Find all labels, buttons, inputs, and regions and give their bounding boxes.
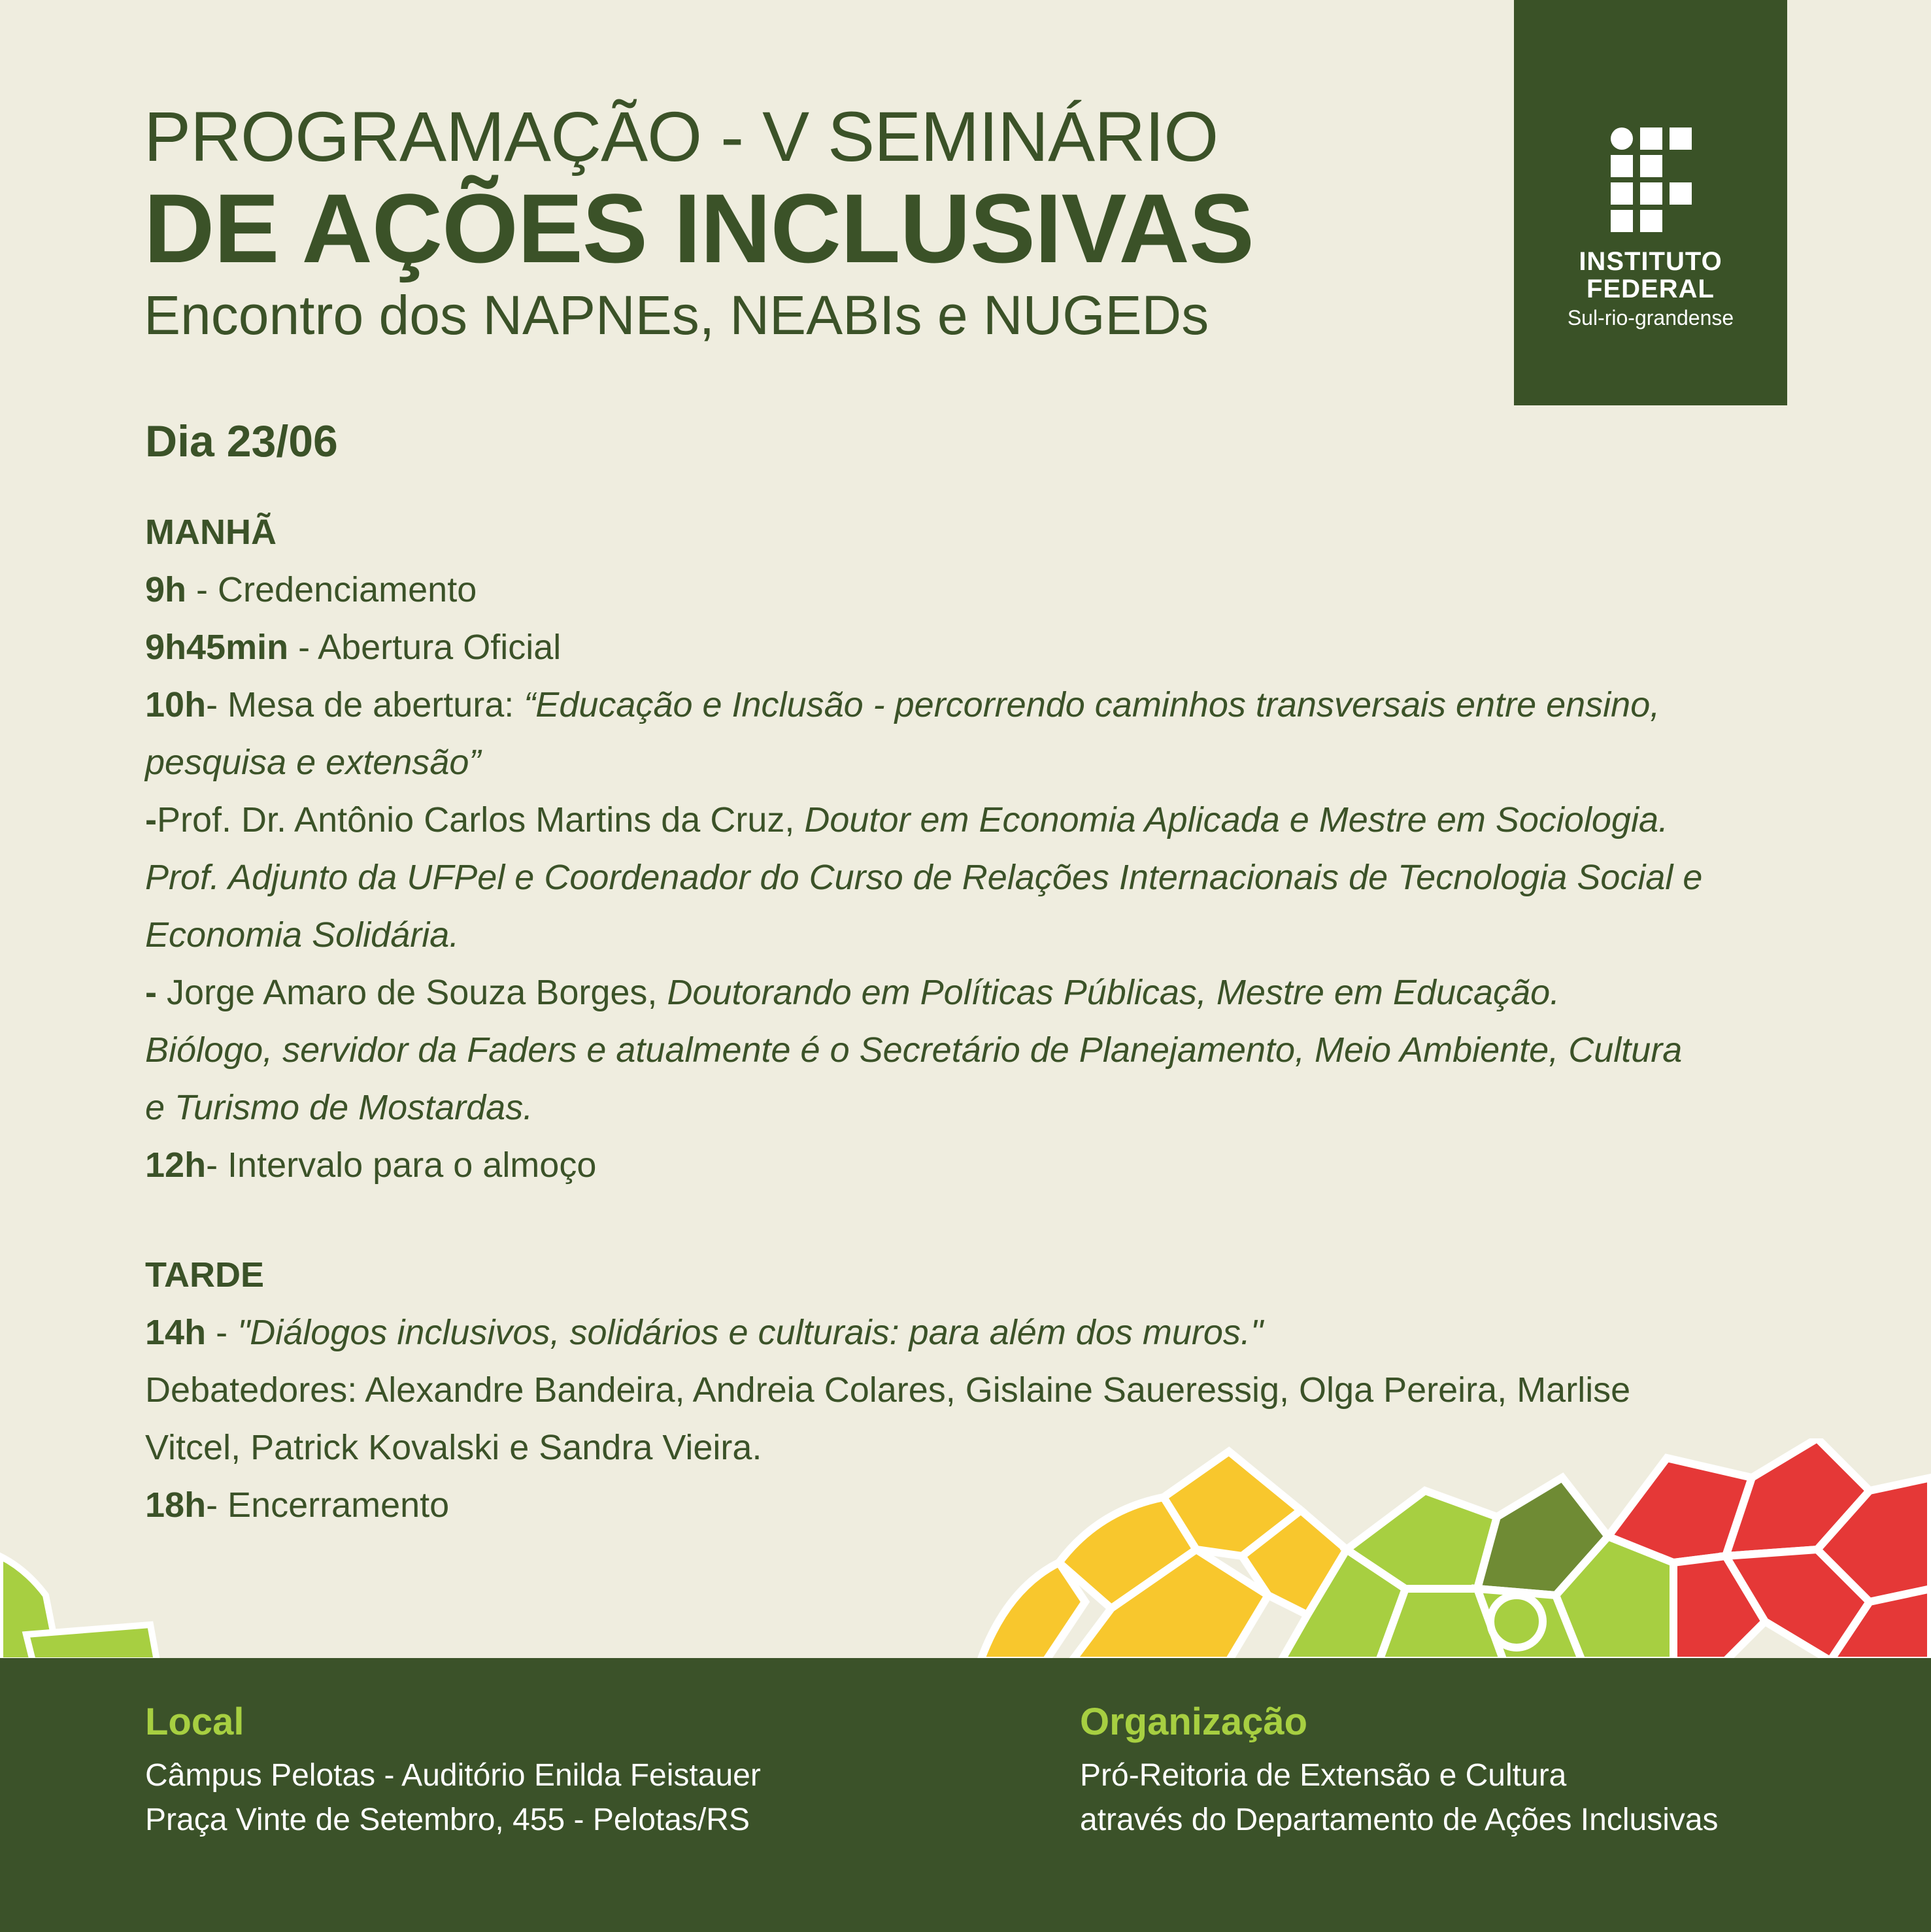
program-content [145,412,1805,1534]
schedule-text: - [206,1313,238,1352]
organization-heading: Organização [1080,1701,1308,1743]
title-subtitle: Encontro dos NAPNEs, NEABIs e NUGEDs [144,284,1209,346]
schedule-time: 18h [145,1485,207,1525]
speaker-bio-line [145,906,1805,964]
schedule-time: 14h [145,1313,207,1352]
schedule-time: 10h [145,685,207,724]
schedule-text: - Credenciamento [186,570,477,609]
section-spacer [145,1194,1805,1246]
footer-location [145,1697,761,1842]
location-address: Praça Vinte de Setembro, 455 - Pelotas/RS [145,1803,750,1837]
schedule-item [145,1136,1805,1194]
organization-line-2: através do Departamento de Ações Inclusivas [1080,1803,1719,1837]
logo-text-region: Sul-rio-grandense [1567,306,1734,330]
schedule-time: 9h45min [145,628,289,667]
speaker-bio: Biólogo, servidor da Faders e atualmente é o Secretário de Planejamento, Meio Ambiente, Cultura [145,1030,1683,1070]
speaker-bio: Economia Solidária. [145,915,460,955]
panel-title-continued: pesquisa e extensão” [145,743,481,782]
if-logo-mark-icon [1611,127,1692,232]
schedule-item [145,619,1805,676]
afternoon-heading: TARDE [145,1255,264,1295]
speaker-bio-line [145,1021,1805,1079]
decorative-mosaic [0,1438,1931,1661]
logo-text-instituto: INSTITUTO [1579,247,1722,276]
schedule-text: - Mesa de abertura: [206,685,524,724]
speaker-name: Jorge Amaro de Souza Borges, [156,973,667,1012]
title-line-1: PROGRAMAÇÃO - V SEMINÁRIO [144,97,1218,176]
event-date: Dia 23/06 [145,416,338,466]
schedule-text: - Abertura Oficial [288,628,562,667]
location-heading: Local [145,1701,244,1743]
title-line-2: DE AÇÕES INCLUSIVAS [144,173,1254,283]
speaker [145,791,1805,849]
institute-logo [1514,0,1787,405]
speaker-bio: Prof. Adjunto da UFPel e Coordenador do Curso de Relações Internacionais de Tecnologia Social e [145,858,1703,897]
schedule-text: - Intervalo para o almoço [206,1145,597,1185]
speaker-bio: e Turismo de Mostardas. [145,1088,533,1127]
schedule-text: - Encerramento [206,1485,450,1525]
logo-text-federal: FEDERAL [1587,275,1715,303]
speaker [145,964,1805,1021]
debaters: Debatedores: Alexandre Bandeira, Andreia Colares, Gislaine Saueressig, Olga Pereira, Marlise [145,1370,1631,1410]
speaker-dash: - [145,800,157,839]
speaker-bio-line [145,849,1805,906]
schedule-item-continued [145,734,1805,791]
panel-title: “Educação e Inclusão - percorrendo caminhos transversais entre ensino, [524,685,1660,724]
schedule-item [145,561,1805,619]
morning-heading: MANHÃ [145,513,277,552]
speaker-name: Prof. Dr. Antônio Carlos Martins da Cruz, [156,800,805,839]
panel-title: "Diálogos inclusivos, solidários e culturais: para além dos muros." [237,1313,1264,1352]
title-block [144,98,1254,348]
footer-organization [1080,1697,1719,1842]
schedule-time: 12h [145,1145,207,1185]
organization-line-1: Pró-Reitoria de Extensão e Cultura [1080,1758,1567,1793]
schedule-time: 9h [145,570,187,609]
speaker-dash: - [145,973,157,1012]
location-venue: Câmpus Pelotas - Auditório Enilda Feistauer [145,1758,761,1793]
speaker-bio: Doutor em Economia Aplicada e Mestre em Sociologia. [804,800,1669,839]
speaker-bio-line [145,1079,1805,1136]
schedule-item [145,1304,1805,1361]
schedule-item [145,676,1805,734]
footer [0,1658,1931,1932]
speaker-bio: Doutorando em Políticas Públicas, Mestre em Educação. [667,973,1560,1012]
debaters-continued: Vitcel, Patrick Kovalski e Sandra Vieira. [145,1428,762,1467]
